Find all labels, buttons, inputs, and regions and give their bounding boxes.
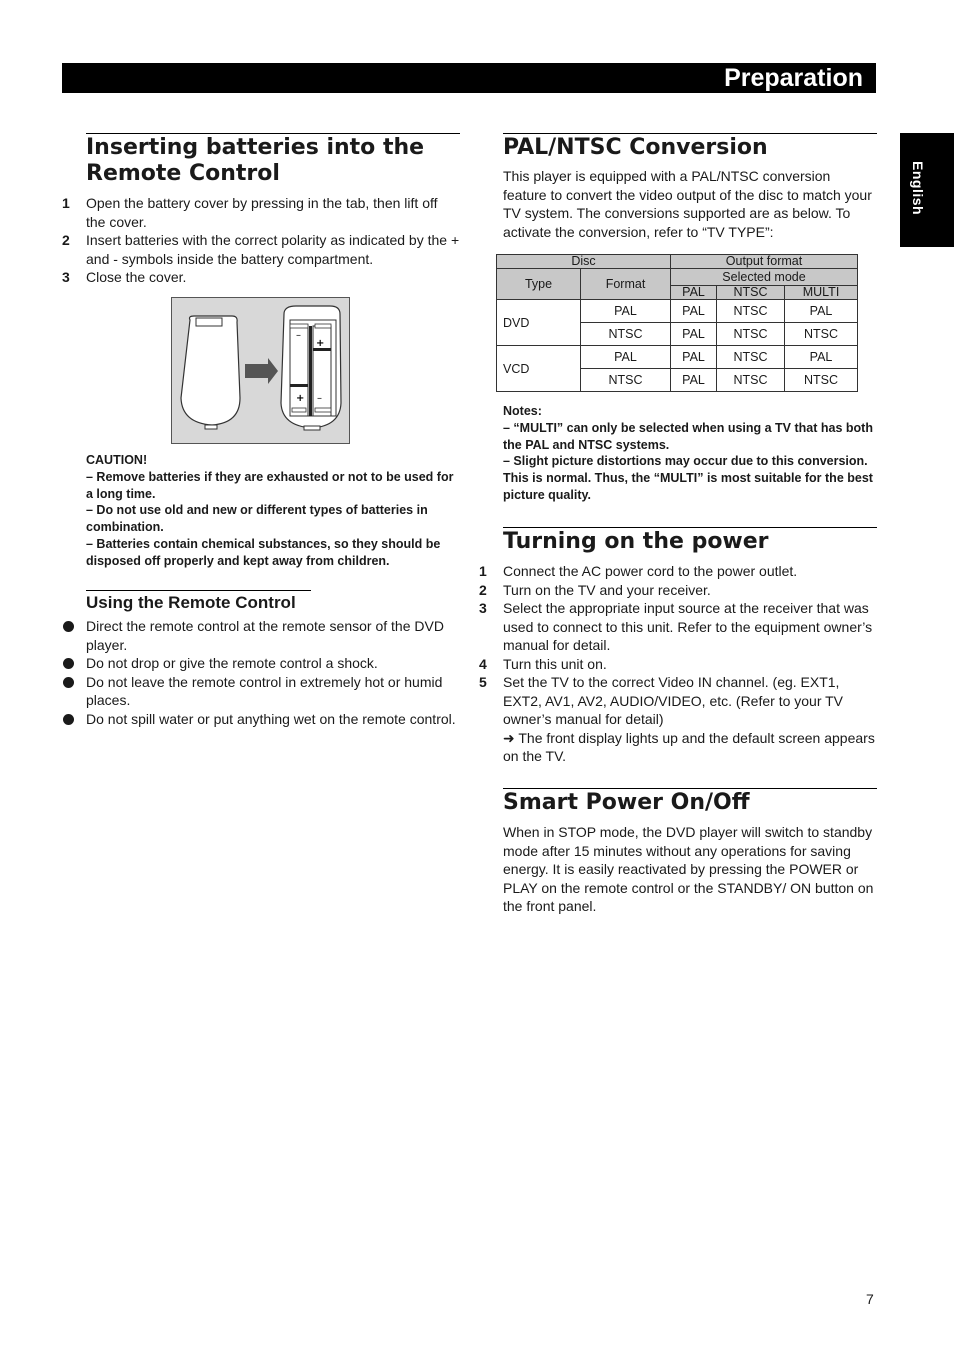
right-column [479, 133, 877, 914]
pal-ntsc-heading: PAL/NTSC Conversion [503, 135, 768, 160]
bullet-icon [63, 658, 74, 669]
step-text: Select the appropriate input source at the receiver that was used to connect to this unit. Refer to the equipment owner’s manual for detail. [503, 600, 873, 653]
power-on-steps [479, 562, 877, 729]
step-number: 3 [479, 600, 487, 616]
table-cell: NTSC [717, 300, 785, 323]
bullet-icon [63, 714, 74, 725]
smart-power-text: When in STOP mode, the DVD player will switch to standby mode after 15 minutes without any operations for saving energy. It is easily reactivated by pressing the POWER or PLAY on the remote control or the STANDBY/ ON button on the front panel. [503, 824, 874, 914]
table-row [497, 300, 858, 323]
table-cell: PAL [671, 300, 717, 323]
table-header-format: Format [581, 269, 671, 300]
section-rule [86, 590, 311, 591]
table-row [497, 346, 858, 369]
step-text: Connect the AC power cord to the power outlet. [503, 563, 798, 579]
table-header-mode: NTSC [717, 286, 785, 300]
table-header-mode: PAL [671, 286, 717, 300]
step-text: Insert batteries with the correct polarity as indicated by the + and - symbols inside the battery compartment. [86, 232, 460, 267]
arrow-right-icon: ➜ [503, 729, 515, 746]
page-number: 7 [866, 1291, 874, 1307]
plus-symbol: + [316, 338, 325, 349]
table-header-output: Output format [671, 255, 858, 269]
table-cell-format: PAL [581, 300, 671, 323]
table-cell: NTSC [785, 323, 858, 346]
remote-use-list [62, 617, 460, 728]
plus-symbol: + [296, 393, 305, 404]
step-text: Set the TV to the correct Video IN channel. (eg. EXT1, EXT2, AV1, AV2, AUDIO/VIDEO, etc. (Refer to your TV owner’s manual for detail) [503, 674, 844, 727]
note-item: – “MULTI” can only be selected when using a TV that has both the PAL and NTSC systems. [503, 420, 873, 452]
table-cell: PAL [671, 346, 717, 369]
table-cell-type: DVD [497, 300, 581, 346]
note-item: – Slight picture distortions may occur due to this conversion. This is normal. Thus, the “MULTI” is most suitable for the best picture quality. [503, 454, 873, 502]
step-number: 3 [62, 269, 70, 285]
table-cell: NTSC [717, 346, 785, 369]
table-header-mode: MULTI [785, 286, 858, 300]
step-number: 2 [62, 232, 70, 248]
caution-block [86, 452, 460, 570]
step-number: 4 [479, 655, 487, 672]
list-item-text: Do not drop or give the remote control a shock. [86, 655, 378, 671]
step-text: Close the cover. [86, 269, 187, 285]
table-cell-format: PAL [581, 346, 671, 369]
list-item [62, 710, 460, 729]
battery-illustration [171, 297, 350, 444]
section-rule [86, 133, 460, 134]
step-number: 2 [479, 581, 487, 598]
battery-step [62, 231, 460, 268]
power-step [479, 581, 877, 600]
minus-symbol: – [296, 330, 301, 341]
step-number: 1 [479, 563, 487, 579]
header-bar [62, 63, 876, 93]
power-step [479, 673, 877, 729]
section-rule [503, 133, 877, 134]
batteries-title-line1: Inserting batteries into the [86, 135, 425, 160]
notes-block [503, 403, 875, 504]
battery-step [62, 194, 460, 231]
language-label: English [910, 161, 926, 216]
step-text: Turn this unit on. [503, 655, 607, 672]
section-rule [503, 527, 877, 528]
table-cell-type: VCD [497, 346, 581, 392]
caution-heading: CAUTION! [86, 453, 148, 467]
bullet-icon [63, 621, 74, 632]
list-item-text: Do not leave the remote control in extremely hot or humid places. [86, 673, 443, 708]
power-on-heading: Turning on the power [503, 529, 769, 554]
pal-ntsc-intro: This player is equipped with a PAL/NTSC conversion feature to convert the video output of the disc to match your TV system. The conversions supported are as below. To activate the conversion, refer to “TV TYPE”: [503, 168, 872, 240]
batteries-title-line2: Remote Control [86, 161, 280, 186]
battery-step [62, 268, 460, 287]
caution-item: – Remove batteries if they are exhausted or not to be used for a long time. [86, 469, 454, 501]
section-rule [503, 788, 877, 789]
step-number: 1 [62, 195, 70, 211]
power-step [479, 562, 877, 581]
minus-symbol: – [317, 393, 322, 404]
language-tab [900, 133, 954, 247]
table-cell: PAL [671, 323, 717, 346]
table-header-disc: Disc [497, 255, 671, 269]
table-cell-format: NTSC [581, 323, 671, 346]
left-column [62, 133, 460, 727]
power-step [479, 599, 877, 655]
caution-item: – Batteries contain chemical substances, so they should be disposed off properly and kept away from children. [86, 536, 441, 568]
list-item-text: Do not spill water or put anything wet on the remote control. [86, 710, 456, 727]
table-cell: NTSC [717, 369, 785, 392]
step-text: Turn on the TV and your receiver. [503, 581, 711, 598]
table-cell: PAL [671, 369, 717, 392]
power-step [479, 655, 877, 674]
list-item [62, 617, 460, 654]
table-header-selected-mode: Selected mode [671, 269, 858, 286]
table-cell: NTSC [785, 369, 858, 392]
smart-power-heading: Smart Power On/Off [503, 790, 750, 815]
caution-item: – Do not use old and new or different types of batteries in combination. [86, 503, 428, 535]
smart-power-section [479, 788, 877, 916]
bullet-icon [63, 677, 74, 688]
batteries-heading [86, 135, 460, 187]
table-cell: NTSC [717, 323, 785, 346]
table-cell-format: NTSC [581, 369, 671, 392]
remote-battery-drawing [172, 298, 349, 443]
list-item-text: Direct the remote control at the remote sensor of the DVD player. [86, 618, 444, 653]
battery-steps [62, 194, 460, 287]
list-item [62, 654, 460, 673]
list-item [62, 673, 460, 710]
step-number: 5 [479, 674, 487, 690]
power-on-section [479, 527, 877, 766]
table-cell: PAL [785, 346, 858, 369]
step-text: Open the battery cover by pressing in the tab, then lift off the cover. [86, 195, 438, 230]
page-title: Preparation [724, 64, 863, 92]
table-header-type: Type [497, 269, 581, 300]
remote-use-section [86, 590, 460, 613]
result-text: The front display lights up and the default screen appears on the TV. [503, 729, 875, 764]
conversion-table [496, 254, 858, 392]
remote-use-heading: Using the Remote Control [86, 593, 296, 612]
notes-heading: Notes: [503, 404, 542, 418]
table-cell: PAL [785, 300, 858, 323]
power-on-result [503, 729, 877, 766]
